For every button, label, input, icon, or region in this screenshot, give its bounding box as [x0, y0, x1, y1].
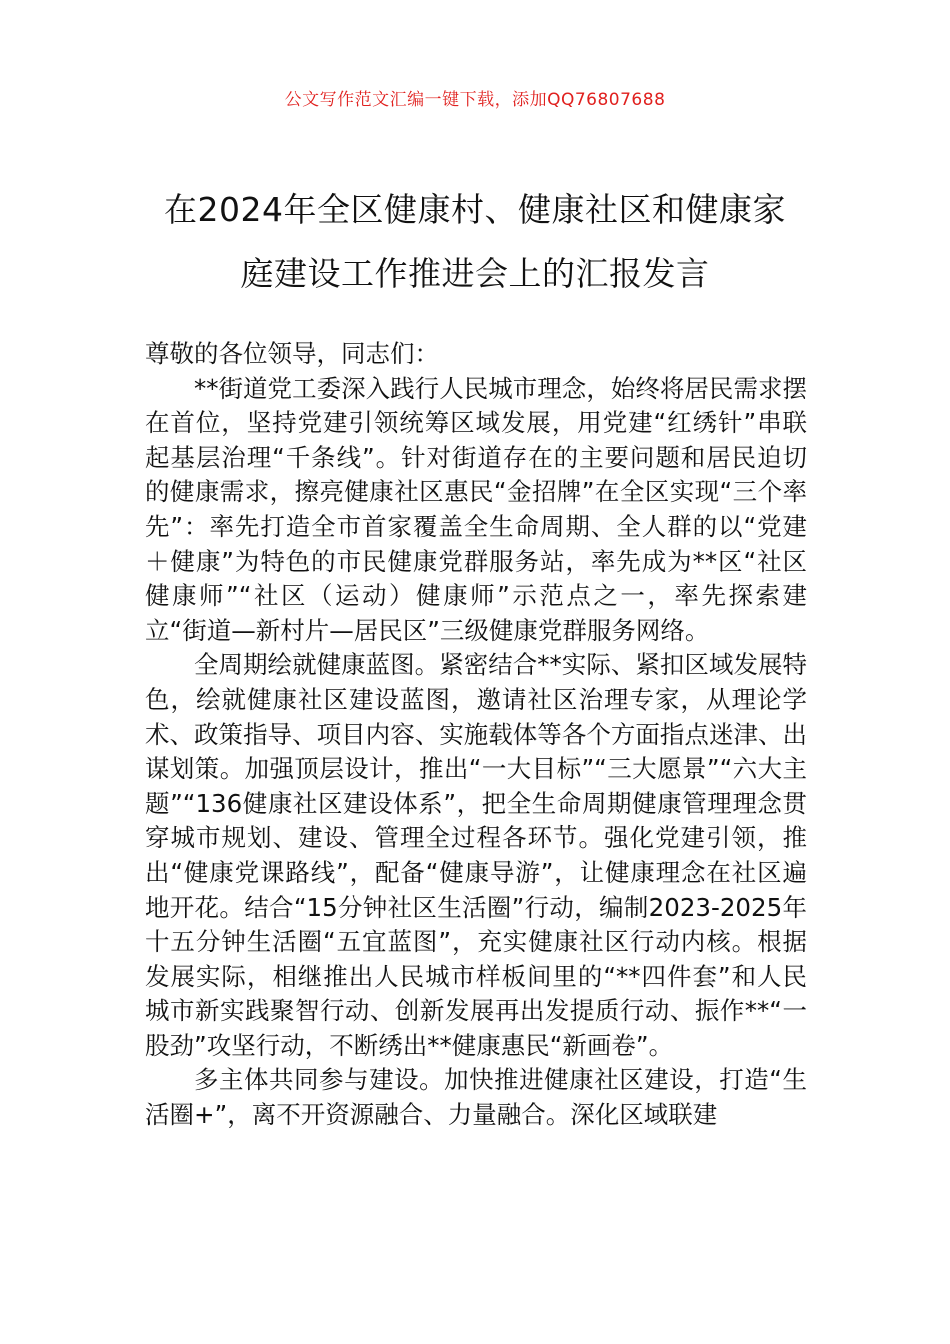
document-title	[110, 178, 840, 306]
body-paragraph-1: **街道党工委深入践行人民城市理念，始终将居民需求摆在首位，坚持党建引领统筹区域发展，用党建“红绣针”串联起基层治理“千条线”。针对街道存在的主要问题和居民迫切的健康需求，擦亮健康社区惠民“金招牌”在全区实现“三个率先”：率先打造全市首家覆盖全生命周期、全人群的以“党建＋健康”为特色的市民健康党群服务站，率先成为**区“社区健康师”“社区（运动）健康师”示范点之一，率先探索建立“街道—新村片—居民区”三级健康党群服务网络。	[145, 373, 807, 645]
document-title-line-1: 在2024年全区健康村、健康社区和健康家	[164, 190, 786, 229]
document-body	[145, 337, 807, 1133]
document-title-line-2: 庭建设工作推进会上的汇报发言	[240, 254, 710, 293]
promo-header-note: 公文写作范文汇编一键下载，添加QQ76807688	[284, 90, 666, 110]
salutation: 尊敬的各位领导，同志们：	[145, 339, 439, 368]
body-paragraph-2: 全周期绘就健康蓝图。紧密结合**实际、紧扣区域发展特色，绘就健康社区建设蓝图，邀请社区治理专家，从理论学术、政策指导、项目内容、实施载体等各个方面指点迷津、出谋划策。加强顶层设计，推出“一大目标”“三大愿景”“六大主题”“136健康社区建设体系”，把全生命周期健康管理理念贯穿城市规划、建设、管理全过程各环节。强化党建引领，推出“健康党课路线”，配备“健康导游”，让健康理念在社区遍地开花。结合“15分钟社区生活圈”行动，编制2023-2025年十五分钟生活圈“五宜蓝图”，充实健康社区行动内核。根据发展实际，相继推出人民城市样板间里的“**四件套”和人民城市新实践聚智行动、创新发展再出发提质行动、振作**“一股劲”攻坚行动，不断绣出**健康惠民“新画卷”。	[145, 650, 807, 1060]
body-paragraph-3: 多主体共同参与建设。加快推进健康社区建设，打造“生活圈+”，离不开资源融合、力量融合。深化区域联建	[145, 1065, 807, 1130]
